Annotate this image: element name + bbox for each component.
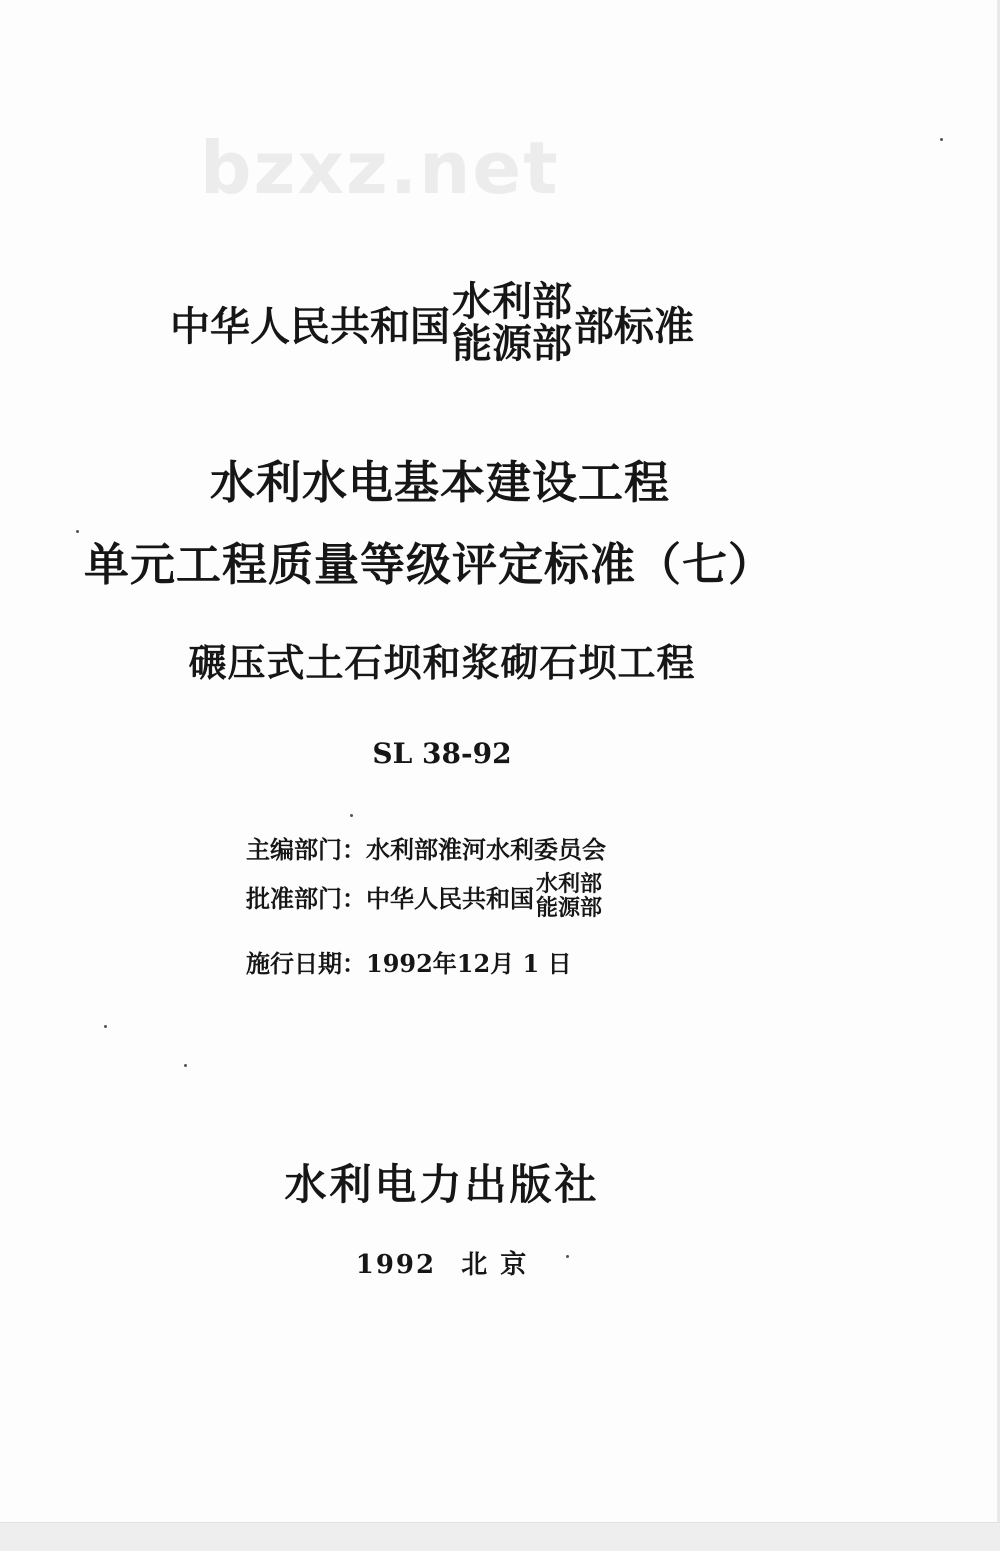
header-ministry-energy: 能源部 bbox=[452, 320, 572, 367]
subtitle: 碾压式土石坝和浆砌石坝工程 bbox=[188, 640, 696, 685]
scan-speck bbox=[76, 530, 79, 533]
approver-row bbox=[246, 872, 604, 920]
publisher-name: 水利电力出版社 bbox=[284, 1160, 600, 1209]
approver-ministry-water: 水利部 bbox=[536, 871, 603, 897]
editor-value: 水利部淮河水利委员会 bbox=[366, 835, 606, 864]
header-suffix: 部标准 bbox=[574, 302, 694, 350]
approver-ministries bbox=[536, 872, 602, 920]
date-label: 施行日期： bbox=[246, 949, 366, 978]
scan-speck bbox=[940, 138, 943, 141]
header-ministry-water: 水利部 bbox=[452, 278, 572, 325]
viewer-bottom-bar bbox=[0, 1522, 1000, 1551]
date-row bbox=[246, 944, 572, 979]
standard-header bbox=[170, 278, 694, 368]
approver-ministry-energy: 能源部 bbox=[536, 895, 603, 922]
header-ministries bbox=[452, 278, 572, 367]
scan-speck bbox=[184, 1064, 187, 1067]
title-line-2: 单元工程质量等级评定标准（七） bbox=[84, 538, 775, 591]
title-line-1: 水利水电基本建设工程 bbox=[209, 456, 670, 509]
publication-city: 北 京 bbox=[461, 1250, 529, 1280]
editor-row bbox=[246, 830, 606, 865]
scan-speck bbox=[566, 1255, 569, 1258]
publication-place bbox=[0, 1244, 884, 1281]
standard-code: SL 38-92 bbox=[372, 737, 512, 770]
scan-speck bbox=[104, 1025, 107, 1028]
watermark: bzxz.net bbox=[200, 126, 560, 210]
approver-value: 中华人民共和国 bbox=[366, 883, 534, 913]
editor-label: 主编部门： bbox=[246, 835, 366, 864]
approver-label: 批准部门： bbox=[246, 883, 366, 913]
date-value: 1992年12月 1 日 bbox=[366, 949, 572, 978]
scan-speck bbox=[350, 814, 353, 817]
header-prefix: 中华人民共和国 bbox=[170, 302, 450, 350]
publication-year: 1992 bbox=[355, 1250, 437, 1280]
